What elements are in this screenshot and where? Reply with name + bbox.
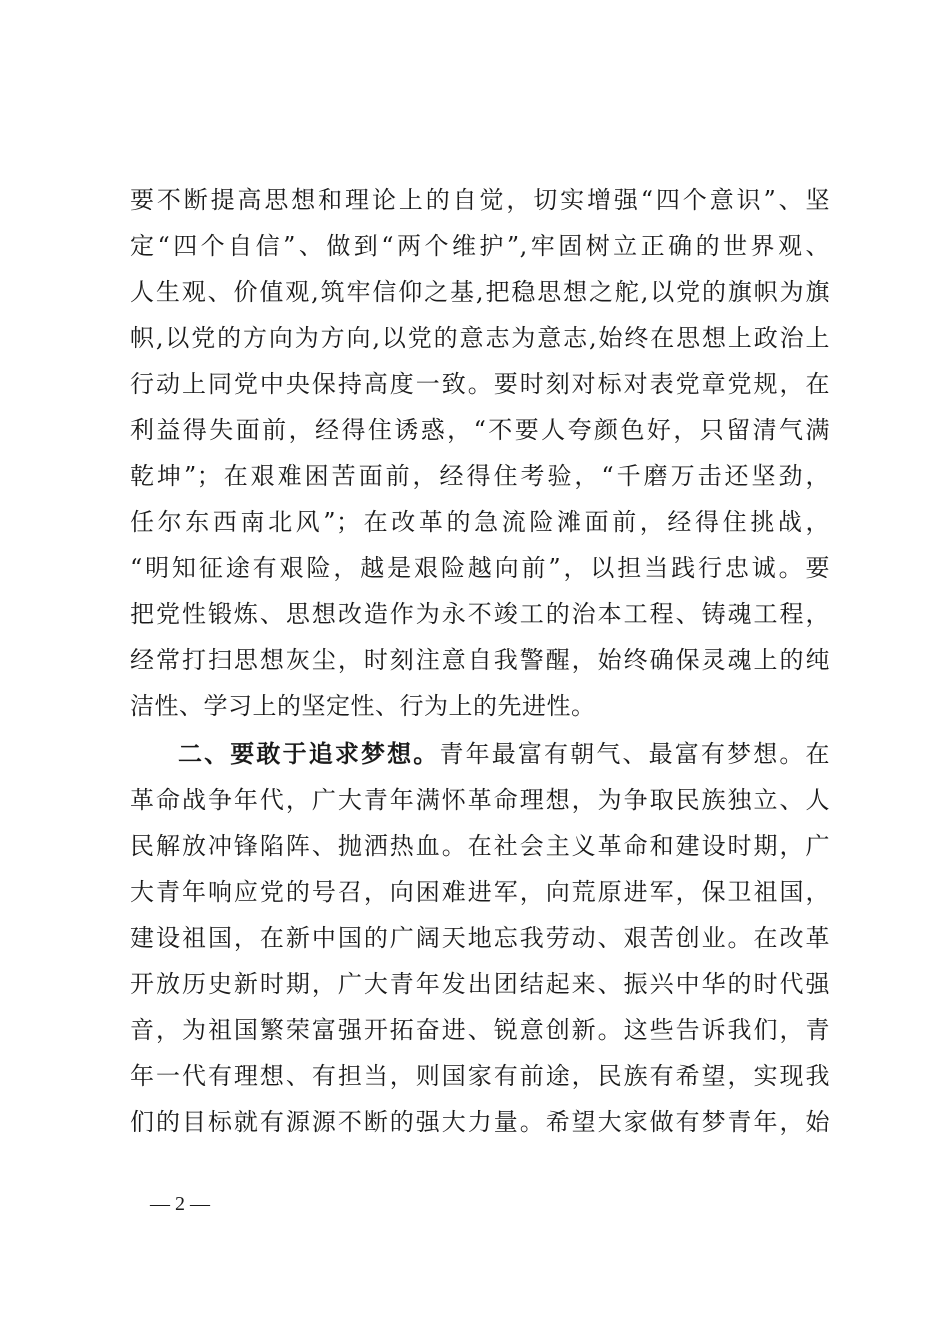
paragraph-line: 行动上同党中央保持高度一致。要时刻对标对表党章党规，在	[130, 370, 830, 398]
paragraph-line: 把党性锻炼、思想改造作为永不竣工的治本工程、铸魂工程，	[130, 600, 830, 628]
paragraph-line: 年一代有理想、有担当，则国家有前途，民族有希望，实现我	[130, 1062, 830, 1090]
paragraph-line: 音，为祖国繁荣富强开拓奋进、锐意创新。这些告诉我们，青	[130, 1016, 830, 1044]
paragraph-line: 建设祖国，在新中国的广阔天地忘我劳动、艰苦创业。在改革	[130, 924, 830, 952]
paragraph-line: 人生观、价值观,筑牢信仰之基,把稳思想之舵,以党的旗帜为旗	[130, 278, 830, 306]
paragraph-line: 们的目标就有源源不断的强大力量。希望大家做有梦青年，始	[130, 1108, 830, 1136]
section-heading-line	[178, 732, 830, 776]
paragraph-line: 乾坤”；在艰难困苦面前，经得住考验，“千磨万击还坚劲，	[130, 462, 830, 490]
page-number: — 2 —	[150, 1193, 210, 1215]
heading-line-text: 青年最富有朝气、最富有梦想。在	[439, 740, 831, 768]
paragraph-line: 要不断提高思想和理论上的自觉，切实增强“四个意识”、坚	[130, 186, 830, 214]
section-heading: 二、要敢于追求梦想。	[178, 740, 440, 768]
paragraph-line: “明知征途有艰险，越是艰险越向前”，以担当践行忠诚。要	[130, 554, 830, 582]
paragraph-line: 民解放冲锋陷阵、抛洒热血。在社会主义革命和建设时期，广	[130, 832, 830, 860]
paragraph-line: 利益得失面前，经得住诱惑，“不要人夸颜色好，只留清气满	[130, 416, 830, 444]
paragraph-line: 帜,以党的方向为方向,以党的意志为意志,始终在思想上政治上	[130, 324, 830, 352]
paragraph-line: 经常打扫思想灰尘，时刻注意自我警醒，始终确保灵魂上的纯	[130, 646, 830, 674]
paragraph-line: 任尔东西南北风”；在改革的急流险滩面前，经得住挑战，	[130, 508, 830, 536]
paragraph-line: 革命战争年代，广大青年满怀革命理想，为争取民族独立、人	[130, 786, 830, 814]
paragraph-line: 定“四个自信”、做到“两个维护”,牢固树立正确的世界观、	[130, 232, 830, 260]
paragraph-line: 洁性、学习上的坚定性、行为上的先进性。	[130, 692, 596, 720]
paragraph-line: 大青年响应党的号召，向困难进军，向荒原进军，保卫祖国，	[130, 878, 830, 906]
paragraph-line: 开放历史新时期，广大青年发出团结起来、振兴中华的时代强	[130, 970, 830, 998]
